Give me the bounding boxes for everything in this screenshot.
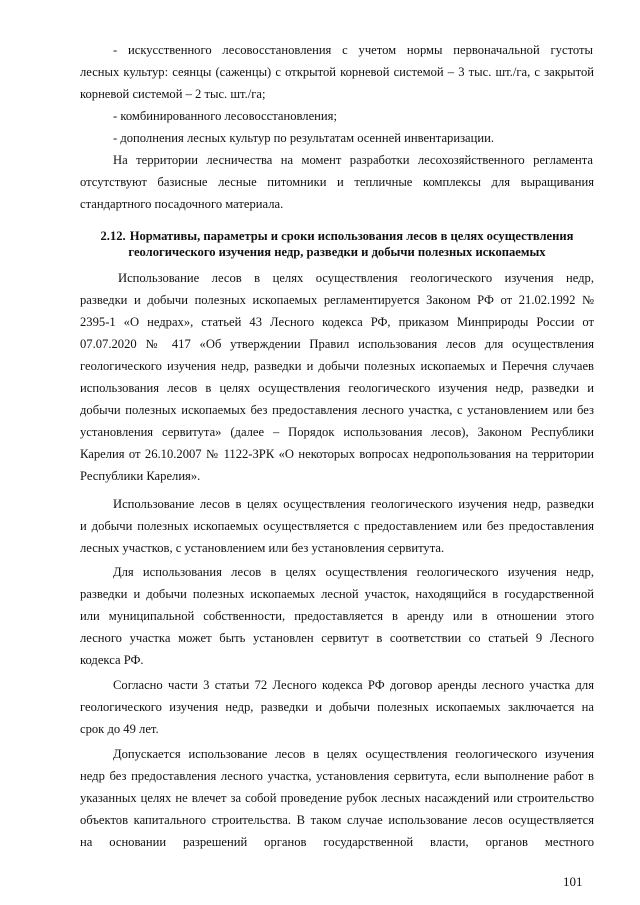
- text-line: Республики Карелия».: [80, 469, 201, 483]
- text-line: отсутствуют базисные лесные питомники и тепличные комплексы для выращивания: [80, 175, 594, 189]
- text-line: Согласно части 3 статьи 72 Лесного кодекса РФ договор аренды лесного участка для: [113, 678, 594, 692]
- text-line: геологического изучения недр, разведки и добычи полезных ископаемых заключается на: [80, 700, 594, 714]
- text-line: и добычи полезных ископаемых осуществляется с предоставлением или без предоставления: [80, 519, 594, 533]
- text-line: кодекса РФ.: [80, 653, 144, 667]
- page-number: 101: [563, 874, 583, 889]
- text-line: Использование лесов в целях осуществления геологического изучения недр, разведки: [113, 497, 594, 511]
- text-line: Использование лесов в целях осуществления геологического изучения недр,: [118, 271, 594, 285]
- section-heading: [80, 228, 594, 260]
- text-line: или муниципальной собственности, предоставляется в аренду или в отношении этого: [80, 609, 594, 623]
- text-line: - комбинированного лесовосстановления;: [113, 109, 337, 123]
- section-title-line2: геологического изучения недр, разведки и добычи полезных ископаемых: [128, 245, 546, 259]
- text-line: объектов капитального строительства. В таком случае использование лесов осуществляется: [80, 813, 594, 827]
- text-line: недр без предоставления лесного участка, установления сервитута, если выполнение работ в: [80, 769, 594, 783]
- text-line: стандартного посадочного материала.: [80, 197, 284, 211]
- text-line: На территории лесничества на момент разработки лесохозяйственного регламента: [113, 153, 593, 167]
- text-line: разведки и добычи полезных ископаемых регламентируется Законом РФ от 21.02.1992 №: [80, 293, 594, 307]
- text-line: срок до 49 лет.: [80, 722, 159, 736]
- text-line: корневой системой – 2 тыс. шт./га;: [80, 87, 266, 101]
- text-line: геологического изучения недр, разведки и добычи полезных ископаемых и Перечня случаев: [80, 359, 594, 373]
- section-heading-line: [80, 228, 594, 244]
- text-line: добычи полезных ископаемых без предоставления лесного участка, с установлением или без: [80, 403, 594, 417]
- text-line: 2395-1 «О недрах», статьей 43 Лесного кодекса РФ, приказом Минприроды России от: [80, 315, 594, 329]
- section-number: 2.12.: [100, 229, 126, 243]
- text-line: на основании разрешений органов государственной власти, органов местного: [80, 835, 594, 849]
- text-line: лесных культур: сеянцы (саженцы) с открытой корневой системой – 3 тыс. шт./га, с закрытой: [80, 65, 594, 79]
- text-line: - дополнения лесных культур по результатам осенней инвентаризации.: [113, 131, 494, 145]
- text-line: - искусственного лесовосстановления с учетом нормы первоначальной густоты: [113, 43, 593, 57]
- text-line: установления сервитута» (далее – Порядок использования лесов), Законом Республики: [80, 425, 594, 439]
- text-line: Карелия от 26.10.2007 № 1122-ЗРК «О некоторых вопросах недропользования на территории: [80, 447, 594, 461]
- text-line: Допускается использование лесов в целях осуществления геологического изучения: [113, 747, 594, 761]
- text-line: 07.07.2020 № 417 «Об утверждении Правил использования лесов для осуществления: [80, 337, 594, 351]
- text-line: разведки и добычи полезных ископаемых лесной участок, находящийся в государственной: [80, 587, 594, 601]
- text-line: указанных целях не влечет за собой проведение рубок лесных насаждений или строительство: [80, 791, 594, 805]
- section-title-line1: Нормативы, параметры и сроки использования лесов в целях осуществления: [129, 229, 574, 243]
- text-line: лесного участка может быть установлен сервитут в соответствии со статьей 9 Лесного: [80, 631, 594, 645]
- text-line: лесных участков, с установлением или без установления сервитута.: [80, 541, 445, 555]
- text-line: Для использования лесов в целях осуществления геологического изучения недр,: [113, 565, 594, 579]
- text-line: использования лесов в целях осуществления геологического изучения недр, разведки и: [80, 381, 594, 395]
